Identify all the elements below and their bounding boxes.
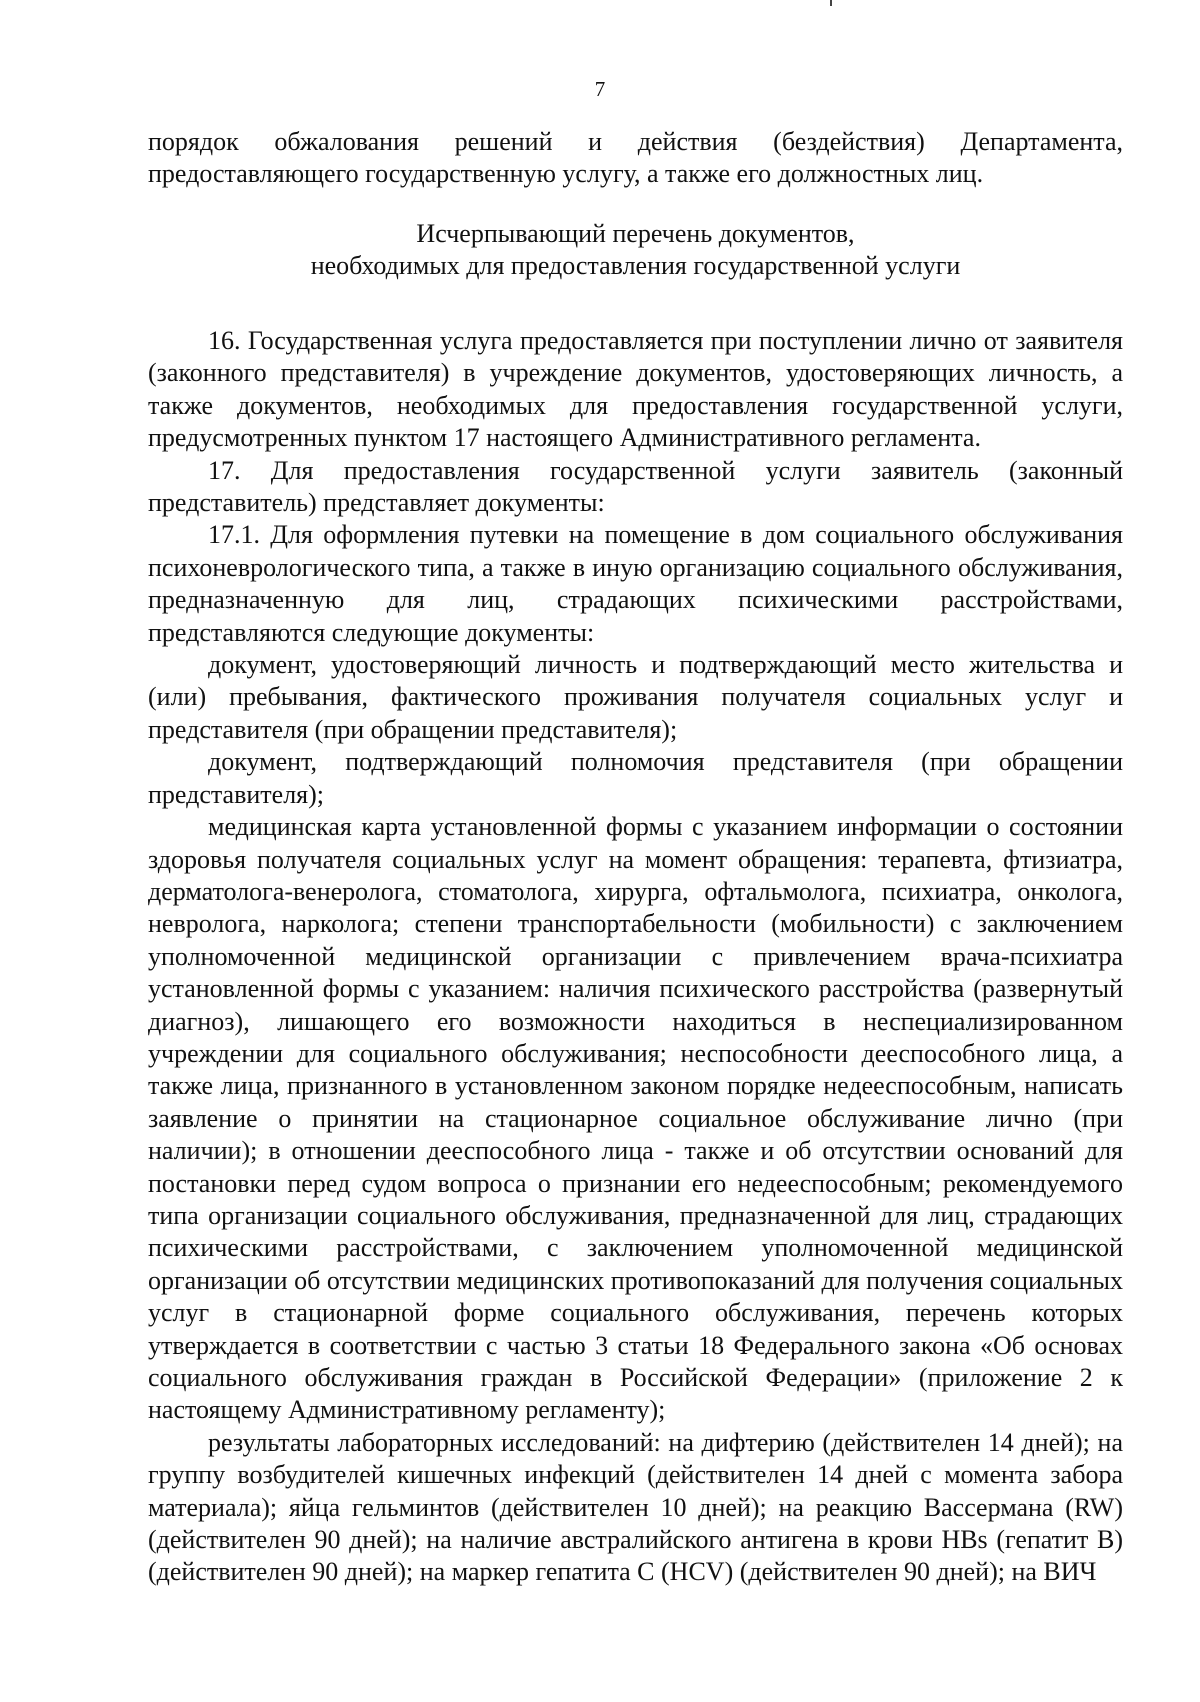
section-heading-line-1: Исчерпывающий перечень документов, <box>416 219 855 248</box>
paragraph-17-1: 17.1. Для оформления путевки на помещение в дом социального обслуживания психоневрологического типа, а также в иную организацию социального обслуживания, предназначенную для лиц, страдающих психическими расстройствами, представляются следующие документы: <box>148 520 1123 647</box>
section-heading <box>148 218 1123 282</box>
paragraph-16: 16. Государственная услуга предоставляется при поступлении лично от заявителя (законного представителя) в учреждение документов, удостоверяющих личность, а также документов, необходимых для предоставления государственной услуги, предусмотренных пунктом 17 настоящего Административного регламента. <box>148 326 1123 453</box>
paragraph-lab-results: результаты лабораторных исследований: на дифтерию (действителен 14 дней); на группу возбудителей кишечных инфекций (действителен 14 дней с момента забора материала); яйца гельминтов (действителен 10 дней); на реакцию Вассермана (RW) (действителен 90 дней); на наличие австралийского антигена в крови HBs (гепатит В) (действителен 90 дней); на маркер гепатита С (HCV) (действителен 90 дней); на ВИЧ <box>148 1427 1123 1587</box>
paragraph-medical-card: медицинская карта установленной формы с указанием информации о состоянии здоровья получателя социальных услуг на момент обращения: терапевта, фтизиатра, дерматолога-венеролога, стоматолога, хирурга, офтальмолога, психиатра, онколога, невролога, нарколога; степени транспортабельности (мобильности) с заключением уполномоченной медицинской организации с привлечением врача-психиатра установленной формы с указанием: наличия психического расстройства (развернутый диагноз), лишающего его возможности находиться в неспециализированном учреждении для социального обслуживания; неспособности дееспособного лица, а также лица, признанного в установленном законом порядке недееспособным, написать заявление о принятии на стационарное социальное обслуживание лично (при наличии); в отношении дееспособного лица - также и об отсутствии оснований для постановки перед судом вопроса о признании его недееспособным; рекомендуемого типа организации социального обслуживания, предназначенной для лиц, страдающих психическими расстройствами, с заключением уполномоченной медицинской организации об отсутствии медицинских противопоказаний для получения социальных услуг в стационарной форме социального обслуживания, перечень которых утверждается в соответствии с частью 3 статьи 18 Федерального закона «Об основах социального обслуживания граждан в Российской Федерации» (приложение 2 к настоящему Административному регламенту); <box>148 812 1123 1425</box>
paragraph-identity-document: документ, удостоверяющий личность и подтверждающий место жительства и (или) пребывания, фактического проживания получателя социальных услуг и представителя (при обращении представителя); <box>148 650 1123 744</box>
paragraph-17: 17. Для предоставления государственной услуги заявитель (законный представитель) представляет документы: <box>148 455 1123 518</box>
document-body <box>148 325 1123 1589</box>
section-heading-line-2: необходимых для предоставления государственной услуги <box>310 251 961 280</box>
intro-paragraph: порядок обжалования решений и действия (бездействия) Департамента, предоставляющего государственную услугу, а также его должностных лиц. <box>148 127 1123 189</box>
paragraph-authority-document: документ, подтверждающий полномочия представителя (при обращении представителя); <box>148 747 1123 809</box>
scan-mark <box>830 0 832 6</box>
page-number: 7 <box>594 77 606 101</box>
